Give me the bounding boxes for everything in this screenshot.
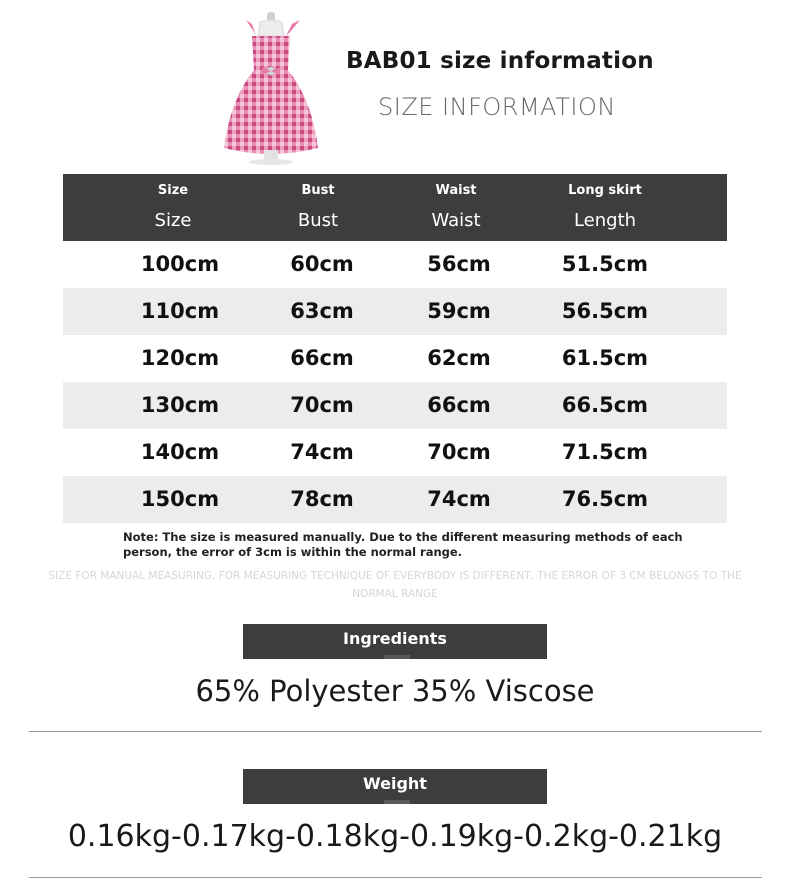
divider <box>29 731 762 732</box>
cell-waist: 66cm <box>427 393 491 417</box>
header-size-en: Size <box>157 183 189 198</box>
cell-size: 140cm <box>140 440 220 464</box>
divider <box>29 877 762 878</box>
cell-bust: 60cm <box>290 252 354 276</box>
weight-value: 0.16kg-0.17kg-0.18kg-0.19kg-0.2kg-0.21kg <box>67 819 723 854</box>
bar-tab-decoration <box>384 655 410 659</box>
cell-length: 71.5cm <box>561 440 649 464</box>
cell-bust: 66cm <box>290 346 354 370</box>
cell-waist: 56cm <box>427 252 491 276</box>
header-bust <box>243 174 393 241</box>
page-title: BAB01 size information <box>346 48 654 74</box>
cell-size: 120cm <box>140 346 220 370</box>
cell-length: 61.5cm <box>561 346 649 370</box>
faint-note: SIZE FOR MANUAL MEASURING, FOR MEASURING TECHNIQUE OF EVERYBODY IS DIFFERENT, THE ERROR OF 3 CM BELONGS TO THE NORMAL RANGE <box>48 570 742 600</box>
note-line-2: person, the error of 3cm is within the normal range. <box>123 545 463 559</box>
header-size-alt: Size <box>154 210 192 231</box>
cell-waist: 74cm <box>427 487 491 511</box>
cell-size: 100cm <box>140 252 220 276</box>
table-row <box>63 476 727 523</box>
cell-size: 130cm <box>140 393 220 417</box>
weight-label: Weight <box>363 774 427 793</box>
weight-label-bar <box>243 769 547 804</box>
cell-waist: 70cm <box>427 440 491 464</box>
cell-length: 76.5cm <box>561 487 649 511</box>
cell-waist: 62cm <box>427 346 491 370</box>
ingredients-label-bar <box>243 624 547 659</box>
size-table-header <box>63 174 727 241</box>
header-bust-en: Bust <box>301 183 335 198</box>
cell-length: 51.5cm <box>561 252 649 276</box>
cell-bust: 70cm <box>290 393 354 417</box>
header-bust-alt: Bust <box>297 210 339 231</box>
size-table <box>63 174 727 523</box>
cell-size: 150cm <box>140 487 220 511</box>
header-waist-en: Waist <box>435 183 477 198</box>
page-subtitle: SIZE INFORMATION <box>378 93 616 121</box>
cell-size: 110cm <box>140 299 220 323</box>
cell-waist: 59cm <box>427 299 491 323</box>
header-length <box>530 174 680 241</box>
cell-bust: 63cm <box>290 299 354 323</box>
measurement-note <box>123 530 683 560</box>
cell-bust: 78cm <box>290 487 354 511</box>
bar-tab-decoration <box>384 800 410 804</box>
table-row <box>63 241 727 288</box>
product-dress-image <box>212 10 330 166</box>
header-length-alt: Length <box>573 210 637 231</box>
cell-bust: 74cm <box>290 440 354 464</box>
table-row <box>63 288 727 335</box>
table-row <box>63 335 727 382</box>
header-length-en: Long skirt <box>568 183 642 198</box>
table-row <box>63 429 727 476</box>
cell-length: 56.5cm <box>561 299 649 323</box>
ingredients-label: Ingredients <box>343 629 447 648</box>
cell-length: 66.5cm <box>561 393 649 417</box>
ingredients-value: 65% Polyester 35% Viscose <box>195 674 595 708</box>
table-row <box>63 382 727 429</box>
header-waist-alt: Waist <box>431 210 481 231</box>
header-size <box>98 174 248 241</box>
header-waist <box>381 174 531 241</box>
note-line-1: Note: The size is measured manually. Due to the different measuring methods of each <box>123 530 683 544</box>
